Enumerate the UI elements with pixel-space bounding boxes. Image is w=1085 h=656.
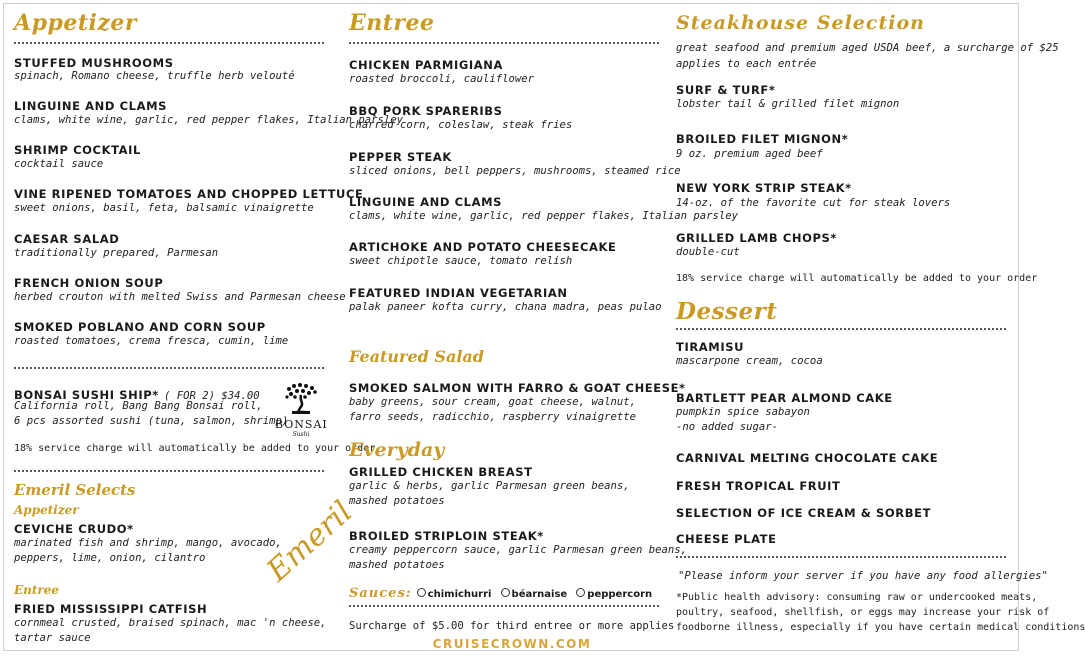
sauce-option[interactable]: chimichurri [417,582,492,601]
menu-item-desc: marinated fish and shrimp, mango, avocado, [14,537,282,549]
divider [349,42,659,44]
menu-item-desc: cocktail sauce [14,158,104,170]
menu-item-desc: clams, white wine, garlic, red pepper flakes, Italian parsley [14,114,404,126]
menu-item-name: BARTLETT PEAR ALMOND CAKE [676,391,893,405]
menu-item-desc: 14-oz. of the favorite cut for steak lovers [676,197,951,209]
health-advisory: foodborne illness, especially if you have certain medical conditions [676,622,1085,633]
steakhouse-intro: applies to each entrée [676,58,817,70]
menu-item-name: GRILLED CHICKEN BREAST [349,465,533,479]
bonsai-desc-line: 6 pcs assorted sushi (tuna, salmon, shrimp) [14,415,289,427]
menu-item-desc: roasted tomatoes, crema fresca, cumin, lime [14,335,289,347]
service-charge-note: 18% service charge will automatically be added to your order [14,443,376,454]
menu-item-desc: garlic & herbs, garlic Parmesan green beans, [349,480,630,492]
health-advisory: *Public health advisory: consuming raw or undercooked meats, [676,592,1038,603]
featured-salad-title: Featured Salad [349,347,484,366]
radio-icon [501,588,510,597]
sauce-option[interactable]: béarnaise [501,582,568,601]
dessert-title: Dessert [676,298,778,325]
steakhouse-title: Steakhouse Selection [676,12,925,34]
bonsai-logo-text: BONSAI [275,418,328,431]
menu-item-name: CAESAR SALAD [14,232,120,246]
health-advisory: poultry, seafood, shellfish, or eggs may increase your risk of [676,607,1050,618]
menu-item-desc: creamy peppercorn sauce, garlic Parmesan green beans, [349,544,688,556]
menu-item-desc: traditionally prepared, Parmesan [14,247,219,259]
steakhouse-intro: great seafood and premium aged USDA beef, a surcharge of $25 [676,42,1059,54]
menu-item-desc: spinach, Romano cheese, truffle herb velouté [14,70,295,82]
menu-item-name: PEPPER STEAK [349,150,452,164]
menu-item-name: GRILLED LAMB CHOPS* [676,231,838,245]
menu-item-name: SHRIMP COCKTAIL [14,143,141,157]
menu-item-name: SMOKED SALMON WITH FARRO & GOAT CHEESE* [349,381,686,395]
entree-title: Entree [349,10,435,36]
radio-icon [417,588,426,597]
divider [14,470,324,472]
menu-item-desc: -no added sugar- [676,421,779,433]
sauce-option[interactable]: peppercorn [576,582,652,601]
radio-icon [576,588,585,597]
bonsai-logo-sub: Sushi [292,431,310,438]
menu-item-name: SMOKED POBLANO AND CORN SOUP [14,320,266,334]
emeril-title: Emeril Selects [14,481,136,499]
menu-item-desc: sliced onions, bell peppers, mushrooms, steamed rice [349,165,681,177]
divider [349,605,659,607]
footer-watermark[interactable]: CRUISECROWN.COM [432,637,592,651]
menu-item-desc: 9 oz. premium aged beef [676,148,823,160]
menu-item-desc: peppers, lime, onion, cilantro [14,552,206,564]
bonsai-price: ( FOR 2) $34.00 [163,390,260,402]
menu-item-desc: double-cut [676,246,740,258]
menu-item-desc: sweet onions, basil, feta, balsamic vinaigrette [14,202,314,214]
sauces-label: Sauces: [349,586,412,601]
divider [14,367,324,369]
menu-item-desc: herbed crouton with melted Swiss and Parmesan cheese [14,291,346,303]
menu-item-desc: roasted broccoli, cauliflower [349,73,534,85]
menu-item-name: ARTICHOKE AND POTATO CHEESECAKE [349,240,617,254]
emeril-entree-label: Entree [14,583,60,597]
menu-item-name: CHICKEN PARMIGIANA [349,58,503,72]
bonsai-tree-icon [281,381,321,415]
service-charge-note: 18% service charge will automatically be added to your order [676,273,1038,284]
menu-item-desc: tartar sauce [14,632,91,644]
sauces-row [349,582,656,601]
emeril-signature-text: Emeril [260,494,360,589]
menu-item-desc: farro seeds, radicchio, raspberry vinaigrette [349,411,637,423]
menu-item-name: VINE RIPENED TOMATOES AND CHOPPED LETTUCE [14,187,364,201]
menu-item-name: FRIED MISSISSIPPI CATFISH [14,602,208,616]
menu-item-desc: lobster tail & grilled filet mignon [676,98,900,110]
surcharge-note: Surcharge of $5.00 for third entree or more applies [349,620,675,632]
menu-item-desc: baby greens, sour cream, goat cheese, walnut, [349,396,637,408]
emeril-signature [255,494,360,589]
menu-item-name: NEW YORK STRIP STEAK* [676,181,852,195]
bonsai-desc-line: California roll, Bang Bang Bonsai roll, [14,400,263,412]
bonsai-logo [275,381,327,445]
menu-item-name: CARNIVAL MELTING CHOCOLATE CAKE [676,451,939,465]
menu-item-name: FRESH TROPICAL FRUIT [676,479,841,493]
menu-item-desc: charred corn, coleslaw, steak fries [349,119,573,131]
menu-item-name: FRENCH ONION SOUP [14,276,164,290]
menu-item-desc: mashed potatoes [349,495,445,507]
menu-item-name: SELECTION OF ICE CREAM & SORBET [676,506,932,520]
menu-item-name: CHEESE PLATE [676,532,777,546]
menu-item-desc: pumpkin spice sabayon [676,406,810,418]
divider [14,42,324,44]
menu-item-desc: sweet chipotle sauce, tomato relish [349,255,573,267]
divider [676,556,1006,558]
menu-item-name: LINGUINE AND CLAMS [14,99,168,113]
menu-item-name: BBQ PORK SPARERIBS [349,104,503,118]
menu-item-desc: mashed potatoes [349,559,445,571]
menu-item-name: FEATURED INDIAN VEGETARIAN [349,286,568,300]
emeril-appetizer-label: Appetizer [14,503,79,517]
menu-item-name: SURF & TURF* [676,83,776,97]
menu-item-desc: cornmeal crusted, braised spinach, mac 'n cheese, [14,617,327,629]
menu-item-name: CEVICHE CRUDO* [14,522,134,536]
menu-item-name: TIRAMISU [676,340,745,354]
appetizer-title: Appetizer [14,10,137,36]
menu-item-name: BROILED FILET MIGNON* [676,132,849,146]
menu-item-name: STUFFED MUSHROOMS [14,56,174,70]
menu-item-desc: mascarpone cream, cocoa [676,355,823,367]
bonsai-name: BONSAI SUSHI SHIP* [14,388,159,402]
menu-item-desc: palak paneer kofta curry, chana madra, peas pulao [349,301,662,313]
everyday-title: Everyday [349,439,445,461]
menu-item-desc: clams, white wine, garlic, red pepper flakes, Italian parsley [349,210,739,222]
divider [676,328,1006,330]
menu-item-name: BROILED STRIPLOIN STEAK* [349,529,544,543]
allergy-note: "Please inform your server if you have any food allergies" [678,570,1048,582]
menu-item-name: LINGUINE AND CLAMS [349,195,503,209]
